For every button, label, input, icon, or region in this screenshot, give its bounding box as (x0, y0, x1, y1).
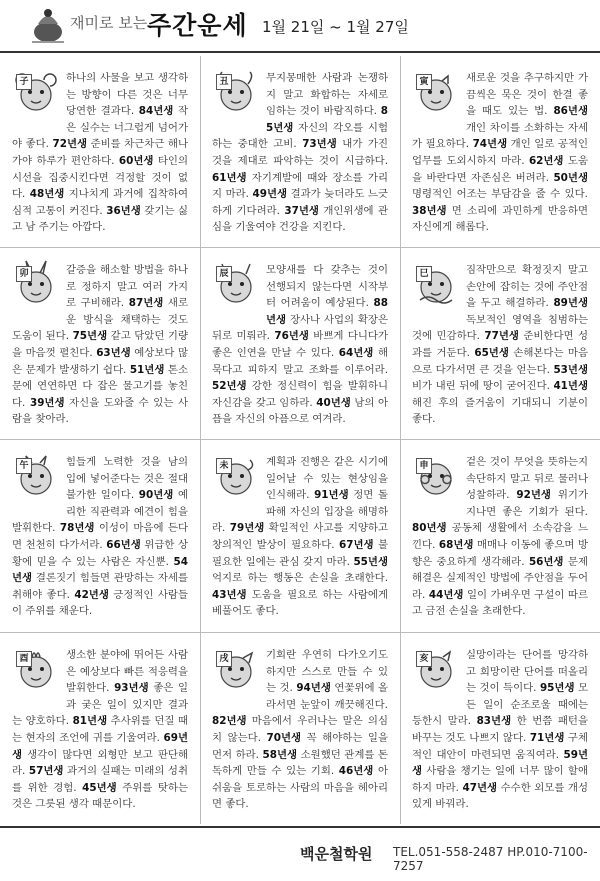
fortune-sentence: 긍정적인 사람들이 주위를 채운다. (12, 588, 188, 618)
fortune-sentence: 위급한 상황에 믿을 수 있는 사람은 자신뿐. (12, 538, 188, 568)
row-divider (0, 439, 600, 440)
fortune-sentence: 계획과 진행은 같은 시기에 일어날 수 있는 현상임을 인식해라. (266, 456, 388, 502)
fortune-sentence: 주위를 탓하는 것은 그릇된 생각 때문이다. (12, 781, 188, 811)
birth-year: 89년생 (553, 297, 588, 310)
fortune-sentence: 자신의 각오를 시험하는 중대한 고비. (212, 121, 388, 151)
zodiac-fortune-text (12, 262, 188, 428)
birth-year: 85년생 (266, 105, 388, 134)
birth-year: 88년생 (266, 297, 388, 326)
fortune-sentence: 해진 후의 즐거움이 기대되니 기분이 좋다. (412, 396, 588, 426)
fortune-sentence: 좋은 일과 궂은 일이 있지만 결과는 양호하다. (12, 682, 188, 728)
fortune-sentence: 겉은 것이 무엇을 뜻하는지 속단하지 말고 뒤로 물러나 성찰하라. (466, 456, 588, 502)
zodiac-fortune-text (412, 262, 588, 428)
fortune-sentence: 갈증을 해소할 방법을 하나로 정하지 말고 여러 가지로 구비해라. (66, 264, 188, 310)
fortune-sentence: 타인의 시선을 집중시킨다면 걱정할 것이 없다. (12, 154, 189, 201)
zodiac-cell (400, 440, 600, 632)
birth-year: 87년생 (128, 297, 164, 310)
footer (0, 829, 600, 881)
birth-year: 41년생 (553, 380, 588, 393)
fortune-sentence: 생소한 분야에 뛰어든 사람은 예상보다 빠른 적응력을 발휘한다. (66, 649, 188, 695)
footer-contact: TEL.051-558-2487 HP.010-7100-7257 (393, 845, 588, 873)
fortune-sentence: 남의 아픔을 자신의 아픔으로 여겨라. (212, 396, 389, 426)
zodiac-fortune-text (412, 70, 588, 236)
zodiac-hanja-badge: 丑 (216, 74, 232, 90)
fortune-sentence: 개인 일로 공적인 업무를 도외시하지 마라. (412, 138, 588, 167)
zodiac-hanja-badge: 午 (16, 458, 32, 474)
birth-year: 93년생 (114, 682, 149, 695)
fortune-sentence: 힘들게 노력한 것을 남의 입에 넣어준다는 것은 절대 불가한 일이다. (66, 456, 188, 502)
birth-year: 71년생 (529, 731, 565, 744)
birth-year: 83년생 (476, 715, 512, 728)
birth-year: 46년생 (338, 765, 374, 778)
birth-year: 84년생 (138, 105, 174, 118)
birth-year: 45년생 (82, 781, 117, 794)
zodiac-cell (200, 440, 400, 632)
birth-year: 54년생 (12, 555, 188, 585)
zodiac-hanja-badge: 巳 (416, 266, 432, 282)
zodiac-fortune-text (212, 454, 388, 620)
fortune-sentence: 장사나 사업의 확장은 뒤로 미뤄라. (212, 313, 388, 343)
birth-year: 52년생 (212, 380, 247, 393)
birth-year: 42년생 (74, 588, 109, 601)
zodiac-cell (0, 633, 200, 825)
fortune-sentence: 새로운 것을 추구하지만 가끔씩은 묵은 것이 한결 좋을 때도 있는 법. (466, 72, 588, 118)
birth-year: 80년생 (412, 522, 447, 535)
fortune-sentence: 모든 일이 순조로울 때에는 등한시 말라. (412, 682, 589, 728)
birth-year: 55년생 (353, 555, 388, 568)
birth-year: 57년생 (28, 765, 64, 778)
birth-year: 62년생 (528, 154, 564, 167)
fortune-sentence: 생각이 많다면 외형만 보고 판단해라. (12, 748, 188, 778)
fortune-sentence: 과거의 실패는 미래의 성취를 위한 경험. (12, 765, 188, 794)
fortune-sentence: 짐작만으로 확정짓지 말고 손안에 잡히는 것에 주안점을 두고 해결하라. (466, 264, 588, 310)
birth-year: 50년생 (553, 171, 588, 184)
fortune-sentence: 문제해결은 실제적인 방법에 주안점을 두어라. (412, 555, 588, 601)
birth-year: 65년생 (474, 346, 509, 359)
birth-year: 58년생 (262, 748, 298, 761)
fortune-sentence: 하나의 사물을 보고 생각하는 방향이 다른 것은 너무 당연한 결과다. (66, 72, 188, 118)
birth-year: 76년생 (274, 330, 309, 343)
fortune-sentence: 자기계발에 때와 장소를 가리지 마라. (212, 171, 388, 201)
fortune-sentence: 공동체 생활에서 소속감을 느낀다. (412, 522, 588, 551)
fortune-sentence: 무지몽매한 사람과 논쟁하지 말고 화합하는 자세로 임하는 것이 바람직하다. (266, 72, 388, 118)
birth-year: 78년생 (59, 522, 95, 535)
birth-year: 51년생 (129, 363, 165, 376)
birth-year: 70년생 (266, 731, 302, 744)
birth-year: 43년생 (212, 588, 247, 601)
fortune-sentence: 아쉬움을 토로하는 사람의 마음을 헤아리면 좋다. (212, 765, 388, 811)
birth-year: 94년생 (296, 682, 331, 695)
zodiac-cell (400, 633, 600, 825)
fortune-sentence: 매매나 이동에 좋으며 방향은 중요하게 생각해라. (412, 538, 588, 568)
fortune-sentence: 확일적인 사고를 지양하고 창의적인 발상이 필요하다. (212, 522, 388, 551)
birth-year: 95년생 (539, 682, 575, 695)
birth-year: 77년생 (484, 330, 519, 343)
birth-year: 48년생 (29, 188, 65, 201)
fortune-sentence: 기회란 우연히 다가오기도 하지만 스스로 만들 수 있는 것. (266, 649, 388, 695)
zodiac-fortune-text (12, 70, 188, 236)
birth-year: 74년생 (472, 138, 508, 151)
birth-year: 36년생 (106, 204, 141, 217)
fortune-sentence: 개인위생에 관심을 기울여야 건강을 지킨다. (212, 204, 388, 234)
birth-year: 81년생 (72, 715, 108, 728)
zodiac-hanja-badge: 子 (16, 74, 32, 90)
fortune-sentence: 개인 차이를 소화하는 자세가 필요하다. (412, 121, 588, 151)
fortune-sentence: 연꽃위에 올라서면 눈앞이 깨끗해진다. (266, 682, 389, 711)
zodiac-cell (0, 56, 200, 248)
fortune-sentence: 이성이 마음에 든다면 천천히 다가서라. (12, 522, 188, 551)
birth-year: 44년생 (428, 588, 464, 601)
birth-year: 39년생 (29, 396, 65, 409)
zodiac-cell (0, 440, 200, 632)
fortune-sentence: 도움을 필요로 하는 사람에게 베풀어도 좋다. (212, 588, 388, 618)
fortune-sentence: 바쁘게 다니다가 좋은 인연을 만날 수 있다. (212, 330, 388, 359)
fortune-sentence: 강한 정신력이 힘을 발휘하니 자신감을 갖고 임하라. (212, 380, 388, 409)
birth-year: 91년생 (314, 489, 349, 502)
date-range: 1월 21일 ~ 1월 27일 (262, 18, 409, 36)
footer-name: 백운철학원 (300, 845, 373, 863)
birth-year: 47년생 (462, 781, 498, 794)
zodiac-fortune-text (212, 70, 388, 236)
fortune-sentence: 정면 돌파해 자신의 입장을 해명하라. (212, 489, 388, 535)
birth-year: 90년생 (138, 489, 174, 502)
fortune-sentence: 새로운 방식을 채택하는 것도 도움이 된다. (12, 297, 188, 343)
zodiac-fortune-text (12, 647, 188, 813)
fortune-sentence: 내가 가진 것을 제대로 파악하는 것이 시급하다. (212, 138, 388, 167)
row-divider (0, 247, 600, 248)
birth-year: 73년생 (302, 138, 337, 151)
page-title: 주간운세 (147, 11, 248, 40)
birth-year: 59년생 (412, 748, 588, 778)
fortune-sentence: 수수한 외모를 개성있게 바꿔라. (412, 781, 588, 811)
fortune-sentence: 예상보다 많은 문제가 발생하기 쉽다. (12, 346, 188, 376)
birth-year: 64년생 (338, 346, 374, 359)
zodiac-fortune-text (12, 454, 188, 620)
fortune-sentence: 도움을 바란다면 자존심은 버려라. (412, 154, 588, 184)
fortune-sentence: 명령적인 어조는 부담감을 줄 수 있다. (412, 188, 588, 201)
birth-year: 67년생 (339, 538, 374, 551)
fortune-sentence: 소원했던 관계를 돈독하게 만들 수 있는 기회. (212, 748, 388, 778)
footer-divider (0, 826, 600, 828)
zodiac-cell (200, 56, 400, 248)
fortune-sentence: 해묵다고 피하지 말고 조화를 이루어라. (212, 346, 388, 376)
zodiac-fortune-text (412, 454, 588, 620)
zodiac-hanja-badge: 申 (416, 458, 432, 474)
birth-year: 49년생 (252, 188, 288, 201)
zodiac-fortune-text (212, 262, 388, 428)
birth-year: 63년생 (96, 346, 131, 359)
header (0, 0, 600, 52)
fortune-sentence: 지나치게 과거에 집착하여 심적 고통이 커진다. (12, 188, 188, 217)
fortune-sentence: 갖기는 싫고 남 주기는 아깝다. (12, 204, 188, 234)
header-subtitle: 재미로 보는 (70, 14, 148, 32)
row-divider (0, 632, 600, 633)
fortune-sentence: 꼭 해야하는 일을 먼저 하라. (212, 731, 388, 761)
fortune-sentence: 예리한 직관력과 예견이 힘을 발휘한다. (12, 489, 188, 535)
birth-year: 75년생 (72, 330, 108, 343)
zodiac-hanja-badge: 戌 (216, 651, 232, 667)
birth-year: 37년생 (284, 204, 319, 217)
column-divider (200, 56, 201, 824)
birth-year: 56년생 (528, 555, 564, 568)
fortune-sentence: 구체적인 대안이 마련되면 움직여라. (412, 731, 588, 761)
zodiac-hanja-badge: 辰 (216, 266, 232, 282)
fortune-sentence: 작은 실수는 너그럽게 넘어가야 좋다. (12, 105, 188, 151)
birth-year: 40년생 (316, 396, 351, 409)
column-divider (400, 56, 401, 824)
fortune-sentence: 손해본다는 마음으로 다가서면 큰 것을 얻는다. (412, 346, 588, 376)
birth-year: 79년생 (229, 522, 265, 535)
fortune-sentence: 사람을 챙기는 일에 너무 많이 할애하지 마라. (412, 765, 588, 794)
fortune-sentence: 독보적인 영역을 침범하는 것에 민감하다. (412, 313, 588, 343)
birth-year: 92년생 (516, 489, 551, 502)
zodiac-fortune-text (212, 647, 388, 813)
fortune-sentence: 모양새를 다 갖추는 것이 선행되지 않는다면 시작부터 어려움이 예상된다. (266, 264, 388, 310)
fortune-sentence: 같고 닦았던 기량을 마음껏 펼친다. (12, 330, 188, 359)
fortune-sentence: 추사위를 던질 때는 현자의 조언에 귀를 기울여라. (12, 715, 188, 744)
fortune-sentence: 위기가 지나면 좋은 기회가 된다. (466, 489, 588, 518)
birth-year: 53년생 (553, 363, 588, 376)
birth-year: 38년생 (412, 204, 447, 217)
fortune-sentence: 일이 가벼우면 구설이 따르고 금전 손실을 초래한다. (412, 588, 588, 618)
fortune-sentence: 비가 내린 뒤에 땅이 굳어진다. (412, 380, 554, 393)
birth-year: 68년생 (438, 538, 474, 551)
birth-year: 66년생 (106, 538, 141, 551)
birth-year: 60년생 (118, 154, 154, 167)
fortune-sentence: 결과가 늦더라도 느긋하게 기다려라. (212, 188, 388, 217)
fortune-sentence: 불필요한 일에는 관심 갖지 마라. (212, 538, 389, 568)
zodiac-hanja-badge: 卯 (16, 266, 32, 282)
fortune-sentence: 억지로 하는 행동은 손실을 초래한다. (212, 572, 388, 585)
zodiac-hanja-badge: 酉 (16, 651, 32, 667)
fortune-sentence: 마음에서 우러나는 말은 의심치 않는다. (212, 715, 388, 744)
zodiac-cell (200, 248, 400, 440)
fortune-pouch-icon (28, 4, 68, 44)
zodiac-cell (400, 56, 600, 248)
zodiac-hanja-badge: 未 (216, 458, 232, 474)
birth-year: 82년생 (212, 715, 247, 728)
header-divider (0, 51, 600, 53)
zodiac-cell (400, 248, 600, 440)
zodiac-fortune-text (412, 647, 588, 813)
birth-year: 61년생 (212, 171, 247, 184)
fortune-sentence: 준비를 차근차근 해나가야 하루가 편안하다. (12, 138, 188, 167)
fortune-sentence: 실망이라는 단어를 망각하고 희망이란 단어를 떠올리는 것이 득이다. (466, 649, 588, 695)
birth-year: 72년생 (52, 138, 88, 151)
fortune-sentence: 자신을 도와줄 수 있는 사람을 찾아라. (12, 396, 188, 426)
fortune-sentence: 톤소문에 연연하면 다 잡은 물고기를 놓친다. (12, 363, 188, 409)
zodiac-hanja-badge: 亥 (416, 651, 432, 667)
birth-year: 69년생 (12, 731, 188, 761)
fortune-sentence: 결론짓기 힘들면 관망하는 자세를 취해야 좋다. (12, 572, 188, 601)
fortune-sentence: 한 번쯤 패턴을 바꾸는 것도 나쁘지 않다. (412, 715, 588, 744)
zodiac-cell (200, 633, 400, 825)
fortune-sentence: 준비한다면 성과를 거둔다. (412, 330, 588, 359)
fortune-sentence: 면 소리에 과민하게 반응하면 자신에게 해롭다. (412, 204, 588, 234)
zodiac-hanja-badge: 寅 (416, 74, 432, 90)
birth-year: 86년생 (553, 105, 588, 118)
zodiac-cell (0, 248, 200, 440)
